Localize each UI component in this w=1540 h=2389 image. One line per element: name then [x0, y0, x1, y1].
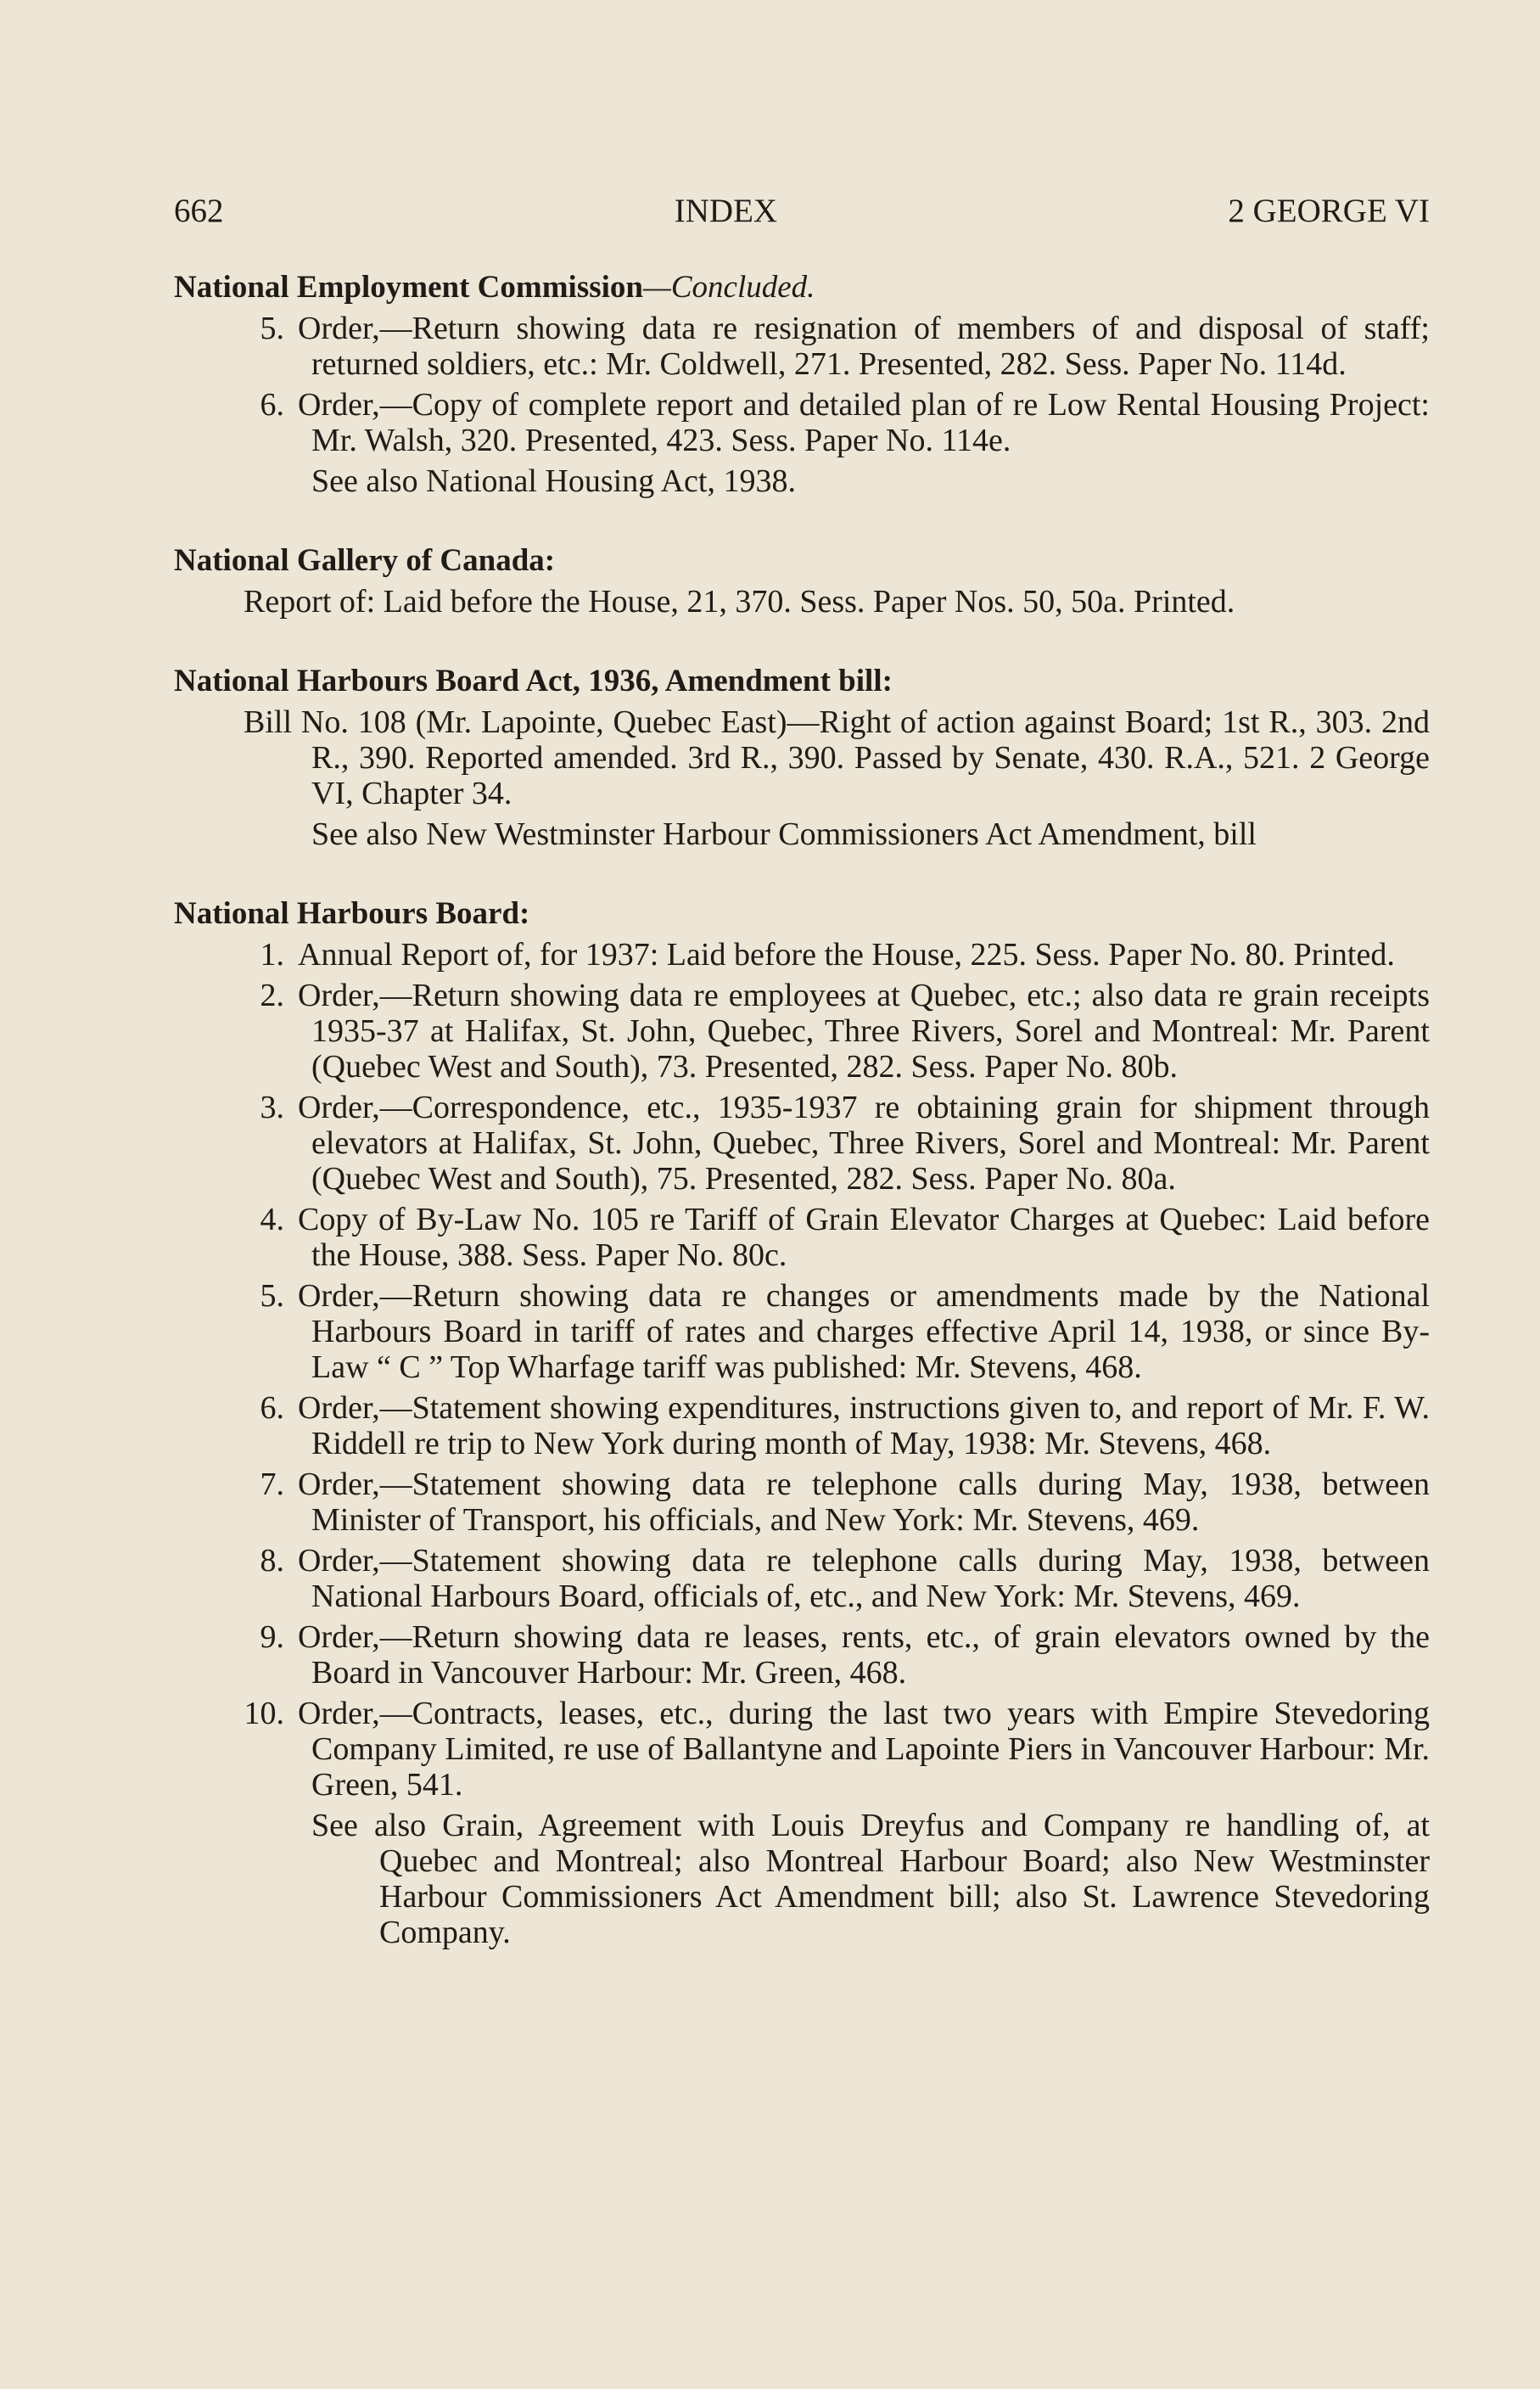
section-heading: National Gallery of Canada:: [174, 543, 556, 578]
regnal-year: 2 GEORGE VI: [1228, 193, 1430, 229]
index-entry: 1. Annual Report of, for 1937: Laid before the House, 225. Sess. Paper No. 80. Printed.: [260, 937, 1395, 973]
index-entry: 9. Order,—Return showing data re leases, rents, etc., of grain elevators owned by the Board in Vancouver Harbour: Mr. Green, 468.: [260, 1619, 1430, 1691]
index-section: [174, 664, 1430, 852]
index-entry: Bill No. 108 (Mr. Lapointe, Quebec East)—Right of action against Board; 1st R., 303. 2nd R., 390. Reported amended. 3rd R., 390. Passed by Senate, 430. R.A., 521. 2 George VI, Chapter 34.: [244, 704, 1430, 811]
index-page: [174, 193, 1430, 1955]
see-also: See also National Housing Act, 1938.: [311, 463, 796, 499]
index-entry: 4. Copy of By-Law No. 105 re Tariff of Grain Elevator Charges at Quebec: Laid before the House, 388. Sess. Paper No. 80c.: [260, 1202, 1430, 1273]
index-entry: 5. Order,—Return showing data re changes or amendments made by the National Harbours Board in tariff of rates and charges effective April 14, 1938, or since By-Law “ C ” Top Wharfage tariff was published: Mr. Stevens, 468.: [260, 1278, 1430, 1385]
index-section: [174, 270, 1430, 499]
see-also: See also New Westminster Harbour Commissioners Act Amendment, bill: [311, 816, 1257, 852]
index-entry: 3. Order,—Correspondence, etc., 1935-1937 re obtaining grain for shipment through elevators at Halifax, St. John, Quebec, Three Rivers, Sorel and Montreal: Mr. Parent (Quebec West and South), 75. Presented, 282. Sess. Paper No. 80a.: [260, 1090, 1430, 1197]
index-entry: 6. Order,—Copy of complete report and detailed plan of re Low Rental Housing Project: Mr. Walsh, 320. Presented, 423. Sess. Paper No. 114e.: [260, 387, 1430, 458]
running-head: [174, 193, 1430, 229]
continuation-note: —Concluded.: [642, 270, 815, 305]
index-entry: Report of: Laid before the House, 21, 370. Sess. Paper Nos. 50, 50a. Printed.: [244, 584, 1235, 620]
index-section: [174, 543, 1430, 620]
index-entry: 2. Order,—Return showing data re employees at Quebec, etc.; also data re grain receipts 1935-37 at Halifax, St. John, Quebec, Three Rivers, Sorel and Montreal: Mr. Parent (Quebec West and South), 73. Presented, 282. Sess. Paper No. 80b.: [260, 978, 1430, 1085]
see-also: See also Grain, Agreement with Louis Dreyfus and Company re handling of, at Quebec and Montreal; also Montreal Harbour Board; also New Westminster Harbour Commissioners Act Amendment bill; also St. Lawrence Stevedoring Company.: [311, 1808, 1430, 1950]
index-section: [174, 896, 1430, 1950]
running-title: INDEX: [674, 193, 778, 229]
index-entry: 5. Order,—Return showing data re resignation of members of and disposal of staff; returned soldiers, etc.: Mr. Coldwell, 271. Presented, 282. Sess. Paper No. 114d.: [260, 311, 1430, 382]
page-number: 662: [174, 193, 224, 229]
index-entry: 8. Order,—Statement showing data re telephone calls during May, 1938, between National Harbours Board, officials of, etc., and New York: Mr. Stevens, 469.: [260, 1543, 1430, 1614]
section-heading: National Harbours Board Act, 1936, Amendment bill:: [174, 664, 893, 698]
index-entry: 10. Order,—Contracts, leases, etc., during the last two years with Empire Stevedoring Company Limited, re use of Ballantyne and Lapointe Piers in Vancouver Harbour: Mr. Green, 541.: [244, 1696, 1430, 1803]
section-heading: National Harbours Board:: [174, 896, 530, 931]
section-heading: National Employment Commission—Concluded.: [174, 270, 815, 305]
index-entry: 6. Order,—Statement showing expenditures, instructions given to, and report of Mr. F. W. Riddell re trip to New York during month of May, 1938: Mr. Stevens, 468.: [260, 1390, 1430, 1461]
index-entry: 7. Order,—Statement showing data re telephone calls during May, 1938, between Minister of Transport, his officials, and New York: Mr. Stevens, 469.: [260, 1466, 1430, 1538]
